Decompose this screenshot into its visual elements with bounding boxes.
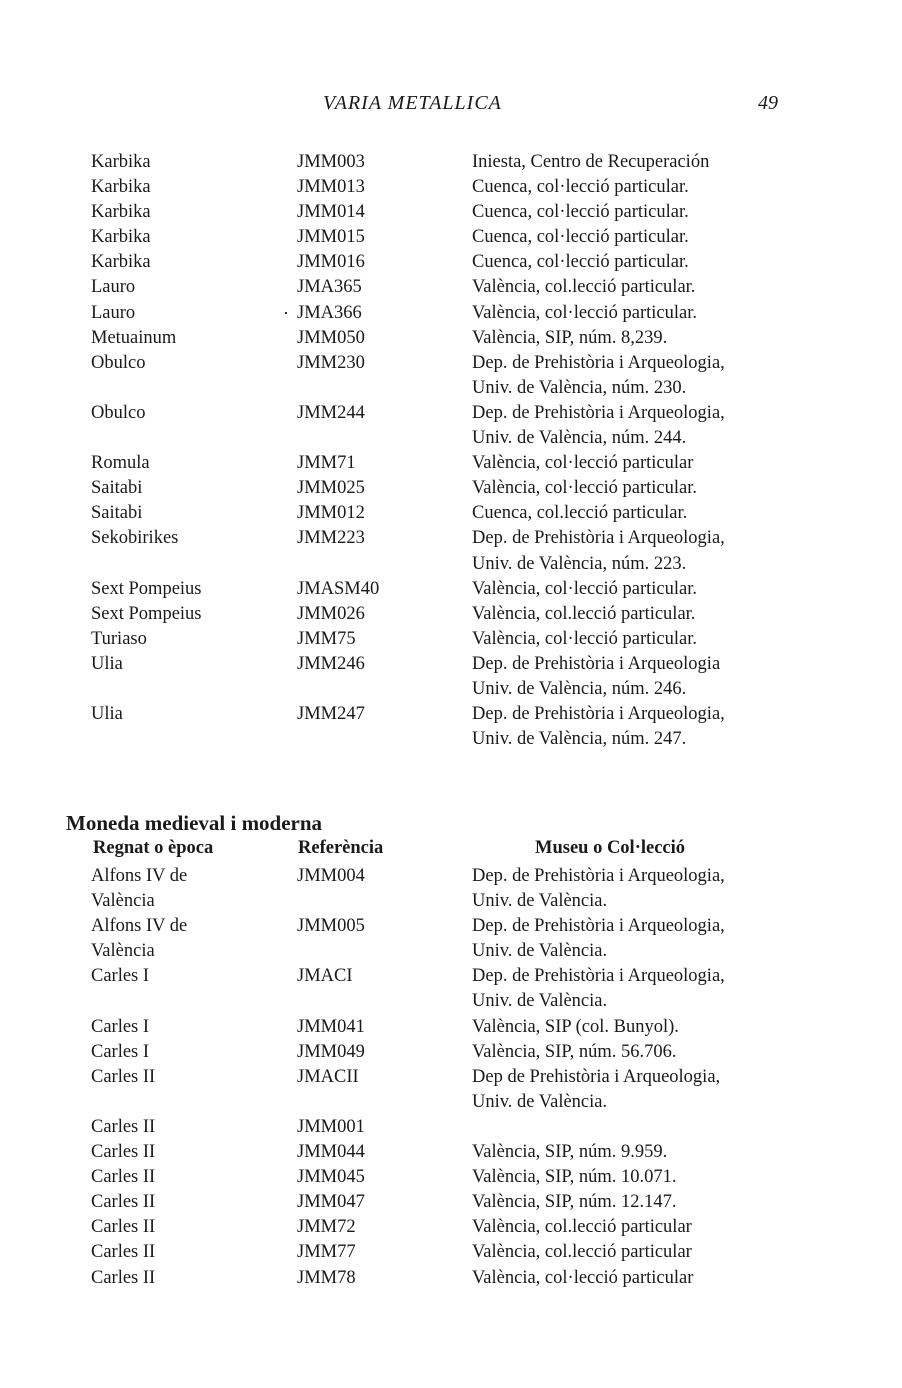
reference: JMM047 [297,1192,365,1213]
reference: JMASM40 [297,578,380,599]
museum: València, SIP, núm. 8,239. [472,327,668,348]
reference: JMM78 [297,1267,356,1288]
table-row [0,1190,902,1215]
period: Alfons IV de València [91,916,188,962]
coin-name: Lauro [91,302,136,323]
reference: JMM001 [297,1116,365,1137]
table-row [0,1240,902,1265]
museum: València, col.lecció particular [472,1217,692,1238]
coin-name: Turiaso [91,628,147,649]
table-row [0,301,902,326]
table-row [0,351,902,401]
reference: JMM004 [297,866,365,886]
coin-name: Ulia [91,704,123,725]
table-row [0,627,902,652]
period: Carles II [91,1192,156,1213]
page-header [0,92,902,122]
museum: València, SIP, núm. 56.706. [472,1041,677,1062]
museum: València, col.lecció particular [472,1242,692,1263]
coin-name: Obulco [91,402,146,423]
reference: JMM013 [297,177,365,198]
museum: Dep. de Prehistòria i Arqueologia, Univ. de València, núm. 230. [472,352,725,398]
table-row [0,602,902,627]
scan-speck [285,312,287,314]
museum: Dep. de Prehistòria i Arqueologia, Univ. de València. [472,866,725,912]
reference: JMM044 [297,1142,365,1163]
table-row [0,1115,902,1140]
reference: JMM012 [297,503,365,524]
museum: València, col.lecció particular. [472,277,696,298]
period: Carles II [91,1167,156,1188]
period: Carles I [91,966,150,987]
coin-name: Sext Pompeius [91,603,202,624]
period: Alfons IV de València [91,866,188,912]
museum: Cuenca, col·lecció particular. [472,252,689,273]
reference: JMM025 [297,478,365,499]
coin-name: Karbika [91,177,151,198]
table-row [0,200,902,225]
museum: València, SIP, núm. 12.147. [472,1192,677,1213]
reference: JMM247 [297,704,365,725]
coin-name: Obulco [91,352,146,373]
reference: JMM015 [297,227,365,248]
coin-name: Saitabi [91,478,143,499]
table-row [0,1266,902,1291]
period: Carles II [91,1116,156,1137]
museum: Dep. de Prehistòria i Arqueologia, Univ. de València, núm. 247. [472,704,725,750]
museum: Cuenca, col.lecció particular. [472,503,688,524]
coin-name: Karbika [91,202,151,223]
reference: JMM223 [297,528,365,549]
museum: Cuenca, col·lecció particular. [472,177,689,198]
coin-name: Romula [91,453,150,474]
reference: JMM050 [297,327,365,348]
museum: València, col·lecció particular. [472,478,697,499]
period: Carles II [91,1217,156,1238]
reference: JMA366 [297,302,362,323]
coin-name: Sext Pompeius [91,578,202,599]
table-row [0,526,902,576]
reference: JMM016 [297,252,365,273]
running-title: VARIA METALLICA [323,92,502,114]
reference: JMM244 [297,402,365,423]
table-row [0,326,902,351]
reference: JMACII [297,1066,359,1087]
table-row [0,864,902,914]
coin-name: Karbika [91,252,151,273]
ancient-coins-table [0,150,902,752]
table-row [0,652,902,702]
reference: JMM71 [297,453,356,474]
museum: València, col·lecció particular. [472,302,697,323]
reference: JMM049 [297,1041,365,1062]
reference: JMM75 [297,628,356,649]
medieval-coins-table [0,864,902,1291]
period: Carles II [91,1066,156,1087]
museum: Dep. de Prehistòria i Arqueologia, Univ. de València, núm. 223. [472,528,725,574]
table-row [0,1215,902,1240]
page-number: 49 [758,92,778,114]
museum: Dep de Prehistòria i Arqueologia, Univ. de València. [472,1066,721,1112]
reference: JMM246 [297,653,365,674]
table-row [0,451,902,476]
header-period: Regnat o època [93,838,214,858]
museum: Cuenca, col·lecció particular. [472,202,689,223]
table-row [0,702,902,752]
table-row [0,175,902,200]
header-reference: Referència [298,838,384,858]
period: Carles I [91,1041,150,1062]
coin-name: Sekobirikes [91,528,179,549]
table-row [0,1015,902,1040]
table-row [0,914,902,964]
period: Carles II [91,1142,156,1163]
table-row [0,401,902,451]
column-headers [0,838,902,864]
reference: JMM026 [297,603,365,624]
table-row [0,964,902,1014]
reference: JMACI [297,966,353,987]
museum: Dep. de Prehistòria i Arqueologia, Univ. de València. [472,916,725,962]
reference: JMA365 [297,277,362,298]
table-row [0,577,902,602]
museum: Dep. de Prehistòria i Arqueologia, Univ. de València, núm. 244. [472,402,725,449]
museum: València, col·lecció particular [472,453,694,474]
period: Carles I [91,1016,150,1037]
table-row [0,1065,902,1115]
period: Carles II [91,1267,156,1288]
table-row [0,225,902,250]
header-museum: Museu o Col·lecció [535,838,686,858]
museum: València, col·lecció particular [472,1267,694,1288]
table-row [0,250,902,275]
museum: Dep. de Prehistòria i Arqueologia, Univ. de València. [472,966,725,1012]
museum: València, SIP, núm. 10.071. [472,1167,677,1188]
museum: València, col.lecció particular. [472,603,696,624]
table-row [0,150,902,175]
museum: Cuenca, col·lecció particular. [472,227,689,248]
museum: València, col·lecció particular. [472,628,697,649]
reference: JMM045 [297,1167,365,1188]
section-title: Moneda medieval i moderna [66,811,323,835]
table-row [0,476,902,501]
coin-name: Karbika [91,152,151,172]
reference: JMM041 [297,1016,365,1037]
coin-name: Karbika [91,227,151,248]
reference: JMM230 [297,352,365,373]
reference: JMM72 [297,1217,356,1238]
table-row [0,501,902,526]
period: Carles II [91,1242,156,1263]
museum: València, SIP, núm. 9.959. [472,1142,668,1163]
table-row [0,275,902,300]
museum: València, col·lecció particular. [472,578,697,599]
table-row [0,1040,902,1065]
museum: Iniesta, Centro de Recuperación [472,152,710,172]
museum: València, SIP (col. Bunyol). [472,1016,679,1037]
table-row [0,1140,902,1165]
coin-name: Ulia [91,653,123,674]
reference: JMM77 [297,1242,356,1263]
reference: JMM003 [297,152,365,172]
coin-name: Metuainum [91,327,177,348]
reference: JMM014 [297,202,365,223]
museum: Dep. de Prehistòria i Arqueologia Univ. de València, núm. 246. [472,653,721,699]
reference: JMM005 [297,916,365,937]
table-row [0,1165,902,1190]
coin-name: Lauro [91,277,136,298]
coin-name: Saitabi [91,503,143,524]
